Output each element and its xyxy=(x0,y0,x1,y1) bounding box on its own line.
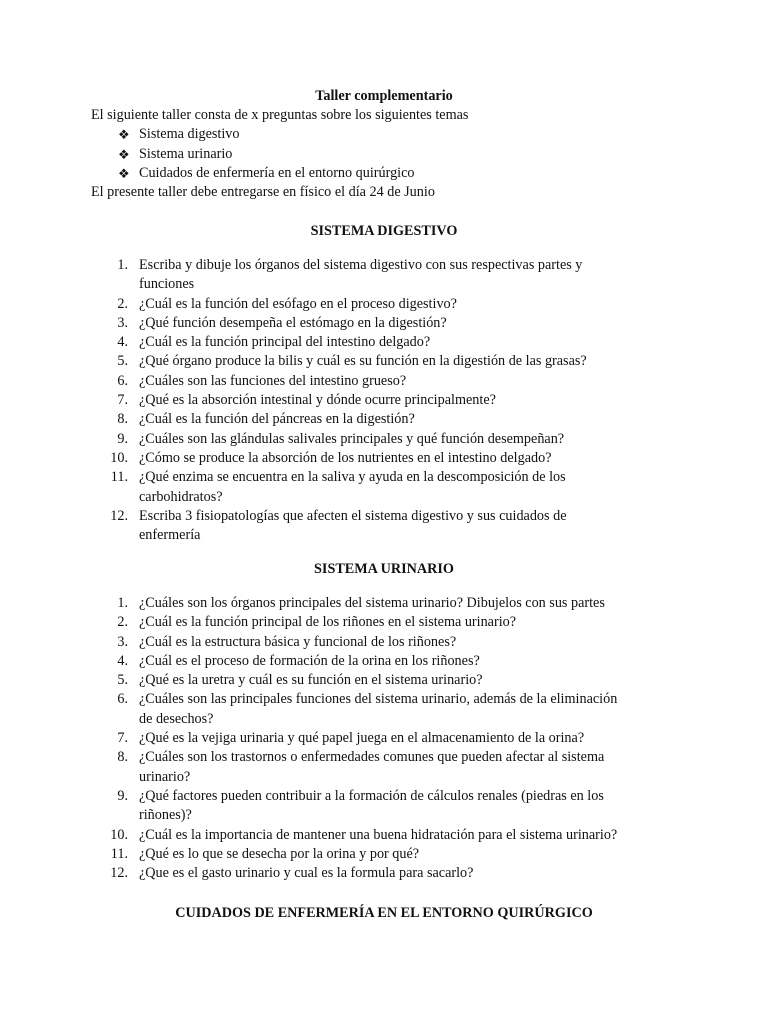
question-text-line: ¿Cuál es el proceso de formación de la orina en los riñones? xyxy=(139,652,480,669)
question-number: 12. xyxy=(110,507,128,524)
question-number: 11. xyxy=(110,469,128,486)
question-item xyxy=(91,729,671,748)
question-number: 5. xyxy=(117,672,128,689)
question-number: 8. xyxy=(117,749,128,766)
question-number: 1. xyxy=(117,595,128,611)
urinario-question-list xyxy=(91,594,671,883)
question-number: 5. xyxy=(117,353,128,370)
question-text-line: ¿Cuál es la estructura básica y funcional de los riñones? xyxy=(139,633,457,650)
question-number: 8. xyxy=(117,411,128,428)
question-item xyxy=(91,352,671,371)
document-title: Taller complementario xyxy=(315,88,453,104)
question-item xyxy=(91,633,671,652)
question-text-line: ¿Cuál es la función del esófago en el proceso digestivo? xyxy=(139,295,457,312)
question-text-line: ¿Qué es la uretra y cuál es su función en el sistema urinario? xyxy=(139,672,483,689)
question-number: 2. xyxy=(117,614,128,631)
question-text-line: ¿Cuál es la función del páncreas en la digestión? xyxy=(139,411,415,428)
question-text-line: Escriba 3 fisiopatologías que afecten el sistema digestivo y sus cuidados de xyxy=(139,507,567,524)
question-item xyxy=(91,391,671,410)
question-text-line: carbohidratos? xyxy=(139,488,223,505)
section-heading-urinario: SISTEMA URINARIO xyxy=(314,561,454,577)
question-text-line: ¿Qué factores pueden contribuir a la formación de cálculos renales (piedras en los xyxy=(139,787,604,804)
question-text-line: ¿Que es el gasto urinario y cual es la formula para sacarlo? xyxy=(139,865,474,882)
question-number: 4. xyxy=(117,334,128,351)
question-text-line: ¿Qué enzima se encuentra en la saliva y ayuda en la descomposición de los xyxy=(139,469,566,486)
question-number: 4. xyxy=(117,652,128,669)
intro-lead: El siguiente taller consta de x preguntas sobre los siguientes temas xyxy=(91,107,469,123)
topics-list xyxy=(91,125,691,183)
question-number: 6. xyxy=(117,691,128,708)
topic-item xyxy=(118,125,691,144)
question-text-line: Escriba y dibuje los órganos del sistema digestivo con sus respectivas partes y xyxy=(139,257,583,273)
diamond-bullet-icon: ❖ xyxy=(118,165,130,181)
question-number: 7. xyxy=(117,730,128,747)
topic-label: Sistema urinario xyxy=(139,145,233,162)
question-item xyxy=(91,333,671,352)
question-number: 11. xyxy=(110,845,128,862)
question-text-line: ¿Qué función desempeña el estómago en la digestión? xyxy=(139,314,447,331)
question-number: 2. xyxy=(117,295,128,312)
question-number: 3. xyxy=(117,633,128,650)
question-item xyxy=(91,594,671,613)
question-text-line: ¿Cuáles son las glándulas salivales principales y qué función desempeñan? xyxy=(139,430,565,447)
question-item xyxy=(91,671,671,690)
question-number: 7. xyxy=(117,392,128,409)
section-heading-digestivo: SISTEMA DIGESTIVO xyxy=(310,223,458,239)
question-text-line: ¿Qué es lo que se desecha por la orina y por qué? xyxy=(139,845,420,862)
topic-item xyxy=(118,145,691,164)
question-item xyxy=(91,295,671,314)
diamond-bullet-icon: ❖ xyxy=(118,127,130,143)
question-text-line: ¿Cómo se produce la absorción de los nutrientes en el intestino delgado? xyxy=(139,449,552,466)
question-item xyxy=(91,613,671,632)
question-number: 6. xyxy=(117,372,128,389)
question-number: 10. xyxy=(110,449,128,466)
question-text-line: ¿Cuáles son las funciones del intestino grueso? xyxy=(139,372,407,389)
question-item xyxy=(91,690,671,729)
diamond-bullet-icon: ❖ xyxy=(118,146,130,162)
question-text-line: riñones)? xyxy=(139,807,192,824)
question-text-line: ¿Cuáles son las principales funciones del sistema urinario, además de la eliminación xyxy=(139,691,618,708)
question-text-line: ¿Cuál es la función principal de los riñones en el sistema urinario? xyxy=(139,614,517,631)
question-text-line: enfermería xyxy=(139,527,201,544)
intro-block xyxy=(91,106,691,202)
question-item xyxy=(91,449,671,468)
topic-item xyxy=(118,164,691,183)
question-number: 10. xyxy=(110,826,128,843)
question-text-line: ¿Cuáles son los órganos principales del sistema urinario? Dibujelos con sus partes xyxy=(139,595,605,611)
question-item xyxy=(91,748,671,787)
question-item xyxy=(91,256,671,295)
question-text-line: ¿Cuál es la función principal del intestino delgado? xyxy=(139,334,431,351)
question-item xyxy=(91,410,671,429)
question-number: 9. xyxy=(117,787,128,804)
question-item xyxy=(91,507,671,546)
question-item xyxy=(91,845,671,864)
question-item xyxy=(91,864,671,883)
section-heading-quirurgico: CUIDADOS DE ENFERMERÍA EN EL ENTORNO QUIRÚRGICO xyxy=(175,905,593,921)
question-item xyxy=(91,652,671,671)
question-text-line: de desechos? xyxy=(139,710,214,727)
question-number: 1. xyxy=(117,257,128,273)
topic-label: Sistema digestivo xyxy=(139,126,240,143)
digestivo-question-list xyxy=(91,256,671,545)
question-item xyxy=(91,314,671,333)
question-text-line: ¿Qué es la vejiga urinaria y qué papel juega en el almacenamiento de la orina? xyxy=(139,730,585,747)
question-text-line: urinario? xyxy=(139,768,191,785)
question-item xyxy=(91,826,671,845)
question-item xyxy=(91,468,671,507)
intro-deadline: El presente taller debe entregarse en físico el día 24 de Junio xyxy=(91,184,435,201)
question-number: 12. xyxy=(110,865,128,882)
question-text-line: ¿Qué órgano produce la bilis y cuál es su función en la digestión de las grasas? xyxy=(139,353,587,370)
question-text-line: funciones xyxy=(139,276,195,293)
question-item xyxy=(91,372,671,391)
question-text-line: ¿Qué es la absorción intestinal y dónde ocurre principalmente? xyxy=(139,392,496,409)
question-number: 9. xyxy=(117,430,128,447)
question-item xyxy=(91,430,671,449)
question-text-line: ¿Cuál es la importancia de mantener una buena hidratación para el sistema urinario? xyxy=(139,826,618,843)
question-item xyxy=(91,787,671,826)
topic-label: Cuidados de enfermería en el entorno quirúrgico xyxy=(139,164,415,181)
question-text-line: ¿Cuáles son los trastornos o enfermedades comunes que pueden afectar al sistema xyxy=(139,749,605,766)
question-number: 3. xyxy=(117,314,128,331)
